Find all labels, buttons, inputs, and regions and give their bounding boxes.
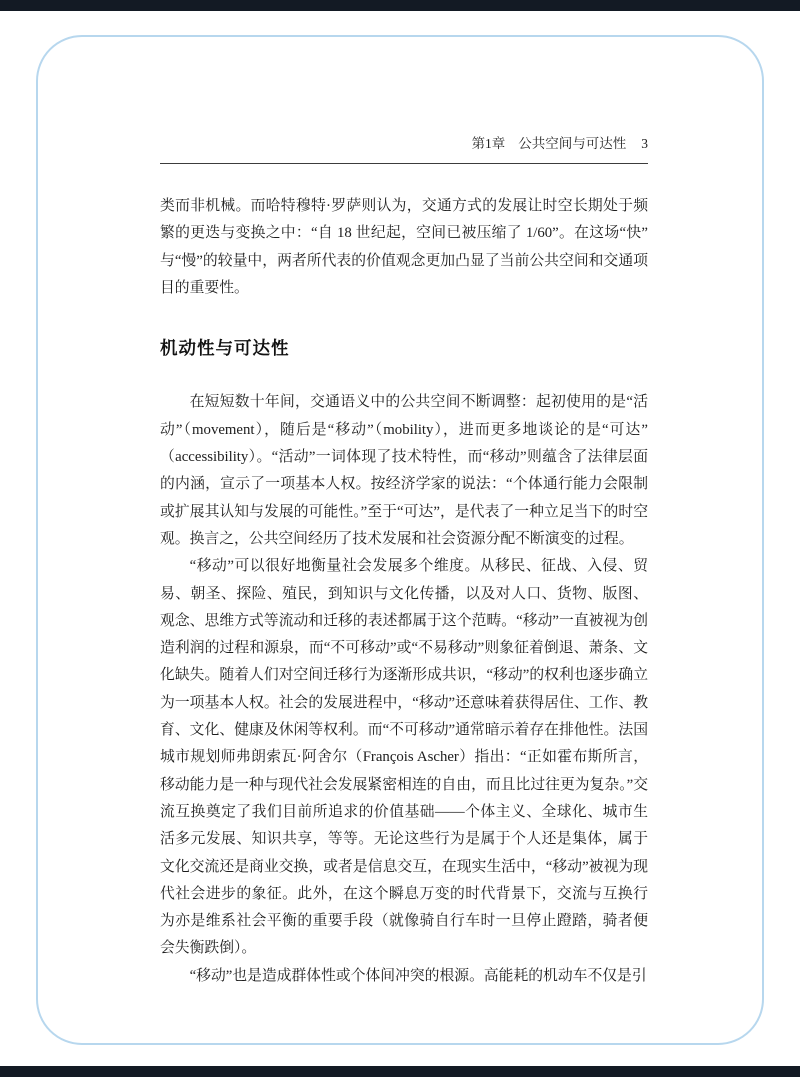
paragraph: “移动”也是造成群体性或个体间冲突的根源。高能耗的机动车不仅是引 <box>189 967 647 984</box>
page-content <box>38 37 762 990</box>
running-header <box>160 132 648 164</box>
bottom-edge-bar <box>0 1066 800 1077</box>
page-number: 3 <box>641 136 648 151</box>
chapter-title: 公共空间与可达性 <box>518 136 627 151</box>
section-heading: 机动性与可达性 <box>160 338 290 359</box>
paragraph-continuation: 类而非机械。而哈特穆特·罗萨则认为，交通方式的发展让时空长期处于频繁的更迭与变换之中：“自 18 世纪起，空间已被压缩了 1/60”。在这场“快”与“慢”的较量中，两者所代表的价值观念更加凸显了当前公共空间和交通项目的重要性。 <box>160 198 648 296</box>
paragraph: “移动”可以很好地衡量社会发展多个维度。从移民、征战、入侵、贸易、朝圣、探险、殖民，到知识与文化传播，以及对人口、货物、版图、观念、思维方式等流动和迁移的表述都属于这个范畴。“移动”一直被视为创造利润的过程和源泉，而“不可移动”或“不易移动”则象征着倒退、萧条、文化缺失。随着人们对空间迁移行为逐渐形成共识，“移动”的权利也逐步确立为一项基本人权。社会的发展进程中，“移动”还意味着获得居住、工作、教育、文化、健康及休闲等权利。而“不可移动”通常暗示着存在排他性。法国城市规划师弗朗索瓦·阿舍尔（François Ascher）指出：“正如霍布斯所言，移动能力是一种与现代社会发展紧密相连的自由，而且比过往更为复杂。”交流互换奠定了我们目前所追求的价值基础——个体主义、全球化、城市生活多元发展、知识共享，等等。无论这些行为是属于个人还是集体，属于文化交流还是商业交换，或者是信息交互，在现实生活中，“移动”被视为现代社会进步的象征。此外，在这个瞬息万变的时代背景下，交流与互换行为亦是维系社会平衡的重要手段（就像骑自行车时一旦停止蹬踏，骑者便会失衡跌倒）。 <box>160 558 648 957</box>
top-edge-bar <box>0 0 800 11</box>
paragraph: 在短短数十年间，交通语义中的公共空间不断调整：起初使用的是“活动”（movement），随后是“移动”（mobility），进而更多地谈论的是“可达”（accessibility）。“活动”一词体现了技术特性，而“移动”则蕴含了法律层面的内涵，宣示了一项基本人权。按经济学家的说法：“个体通行能力会限制或扩展其认知与发展的可能性。”至于“可达”，是代表了一种立足当下的时空观。换言之，公共空间经历了技术发展和社会资源分配不断演变的过程。 <box>160 394 648 547</box>
book-page-card <box>36 35 764 1045</box>
body-text <box>160 193 648 990</box>
chapter-label: 第1章 <box>471 136 506 151</box>
